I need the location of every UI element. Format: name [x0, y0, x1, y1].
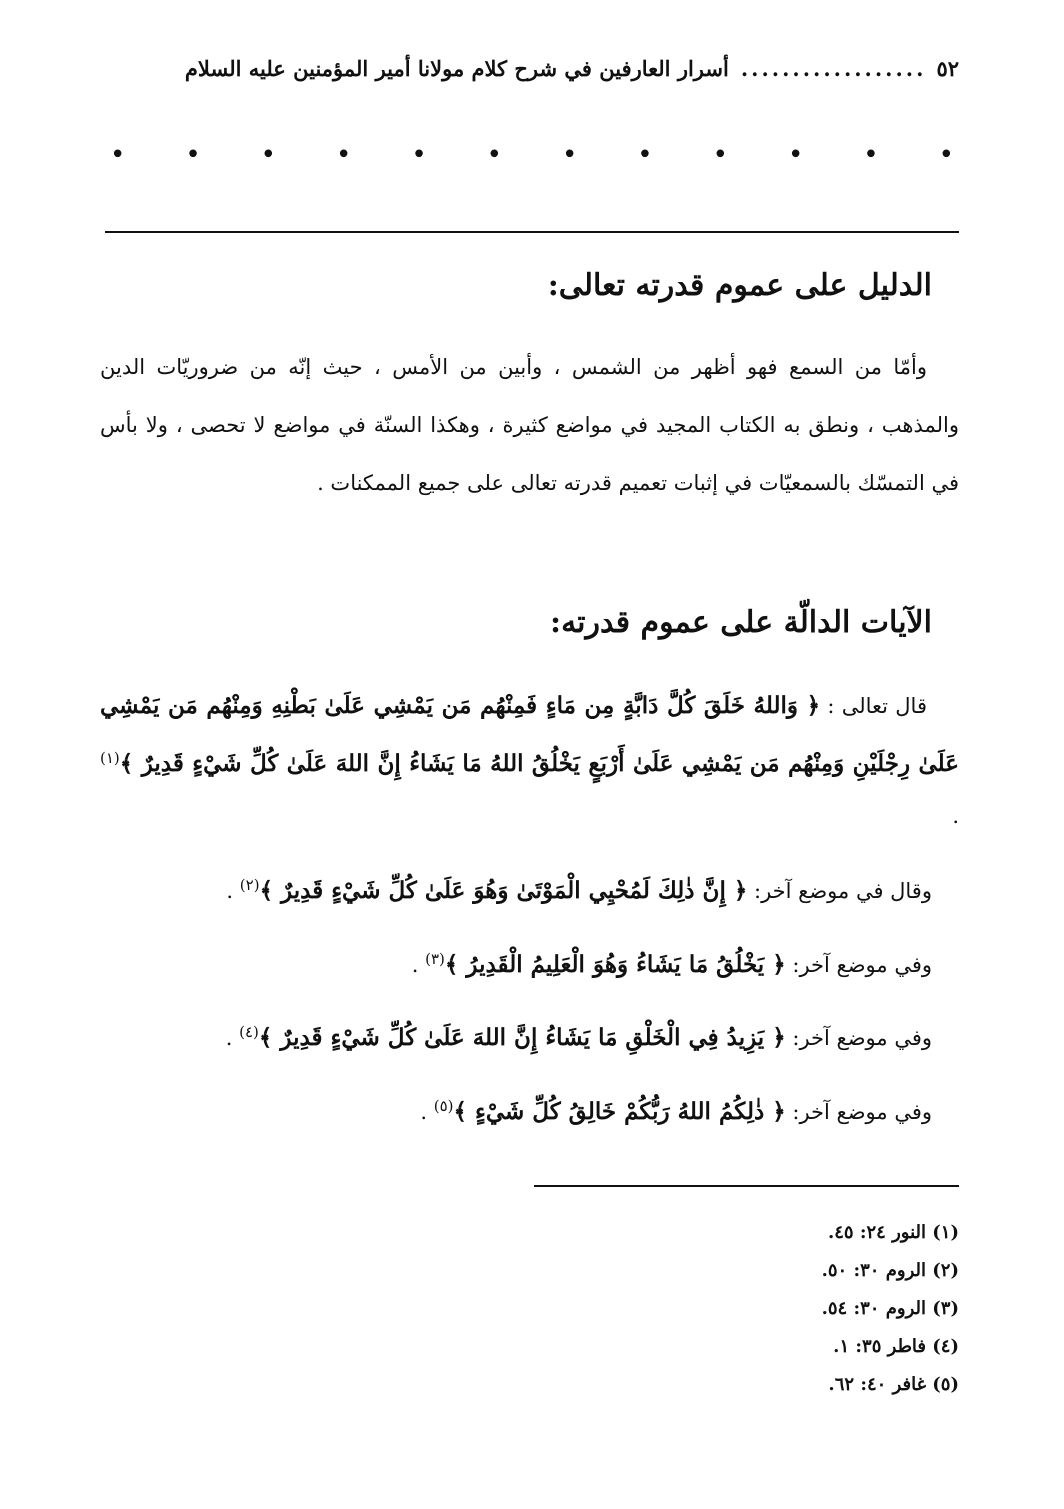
- page-number: ٥٢: [936, 55, 959, 81]
- footnotes: [822, 1214, 959, 1404]
- separator-dot: •: [561, 140, 578, 170]
- verse-intro: وقال في موضع آخر:: [747, 879, 932, 903]
- quran-verse: ﴿ إِنَّ ذٰلِكَ لَمُحْيِي الْمَوْتَىٰ وَهُوَ عَلَىٰ كُلِّ شَيْءٍ قَدِيرٌ ﴾: [259, 877, 748, 904]
- section-heading: الآيات الدالّة على عموم قدرته:: [550, 605, 932, 640]
- quran-verse: ﴿ ذٰلِكُمُ اللهُ رَبُّكُمْ خَالِقُ كُلِّ شَيْءٍ ﴾: [453, 1098, 786, 1125]
- footnote-ref: (٢): [239, 876, 260, 894]
- footnote: (٤) فاطر ٣٥: ١.: [833, 1336, 959, 1357]
- quran-verse: ﴿ يَزِيدُ فِي الْخَلْقِ مَا يَشَاءُ إِنَّ اللهَ عَلَىٰ كُلِّ شَيْءٍ قَدِيرٌ ﴾: [258, 1024, 786, 1051]
- footnote-ref: (٥): [433, 1097, 454, 1115]
- verse-paragraph: [100, 680, 959, 842]
- separator-dot: •: [411, 140, 427, 170]
- separator-dot: •: [185, 140, 201, 170]
- separator-dot: •: [712, 140, 728, 170]
- section-heading: الدليل على عموم قدرته تعالى:: [547, 268, 932, 303]
- separator-dot: •: [938, 140, 954, 170]
- separator-dot: •: [863, 140, 879, 170]
- verse-intro: وفي موضع آخر:: [785, 1026, 932, 1050]
- footnote-ref: (١): [100, 749, 120, 767]
- footnote: (٣) الروم ٣٠: ٥٤.: [821, 1298, 959, 1319]
- quran-verse: ﴿ وَاللهُ خَلَقَ كُلَّ دَابَّةٍ مِن مَاءٍ فَمِنْهُم مَن يَمْشِي عَلَىٰ بَطْنِهِ وَمِنْهُم مَن يَمْشِي عَلَىٰ رِجْلَيْنِ وَمِنْهُم مَن يَمْشِي عَلَىٰ أَرْبَعٍ يَخْلُقُ اللهُ مَا يَشَاءُ إِنَّ اللهَ عَلَىٰ كُلِّ شَيْءٍ قَدِيرٌ ﴾: [100, 692, 959, 777]
- separator-dot: •: [486, 140, 502, 170]
- footnote: (١) النور ٢٤: ٤٥.: [827, 1222, 959, 1243]
- header-leader-dots: ..................: [740, 55, 927, 81]
- verse-end: .: [411, 953, 426, 977]
- separator-dots: [110, 140, 954, 170]
- verse-end: .: [420, 1100, 434, 1124]
- body-paragraph: وأمّا من السمع فهو أظهر من الشمس ، وأبين من الأمس ، حيث إنّه من ضروريّات الدين والمذهب ، ونطق به الكتاب المجيد في مواضع كثيرة ، وهكذا السنّة في مواضع لا تحصى ، ولا بأس في التمسّك بالسمعيّات في إثبات تعميم قدرته تعالى على جميع الممكنات .: [100, 355, 960, 495]
- footnote-divider: [534, 1185, 959, 1187]
- footnote: (٥) غافر ٤٠: ٦٢.: [828, 1374, 959, 1395]
- verse-end: .: [952, 804, 959, 828]
- footnote-ref: (٣): [425, 950, 445, 968]
- separator-dot: •: [637, 140, 653, 170]
- verse-line: [226, 876, 932, 904]
- quran-verse: ﴿ يَخْلُقُ مَا يَشَاءُ وَهُوَ الْعَلِيمُ الْقَدِيرُ ﴾: [444, 951, 786, 978]
- separator-dot: •: [110, 140, 126, 170]
- book-title: أسرار العارفين في شرح كلام مولانا أمير المؤمنين عليه السلام: [184, 55, 729, 81]
- verse-line: [420, 1097, 932, 1125]
- separator-dot: •: [260, 140, 276, 170]
- separator-dot: •: [335, 140, 352, 170]
- verse-end: .: [225, 1026, 240, 1050]
- verse-intro: قال تعالى :: [820, 694, 927, 718]
- running-header: [105, 48, 959, 88]
- footnote-ref: (٤): [239, 1023, 259, 1041]
- verse-intro: وفي موضع آخر:: [785, 953, 932, 977]
- footnote: (٢) الروم ٣٠: ٥٠.: [821, 1260, 959, 1281]
- verse-intro: وفي موضع آخر:: [785, 1100, 932, 1124]
- verse-end: .: [226, 879, 240, 903]
- header-divider: [105, 231, 959, 233]
- verse-line: [226, 1023, 932, 1051]
- verse-line: [412, 950, 932, 978]
- separator-dot: •: [787, 140, 804, 170]
